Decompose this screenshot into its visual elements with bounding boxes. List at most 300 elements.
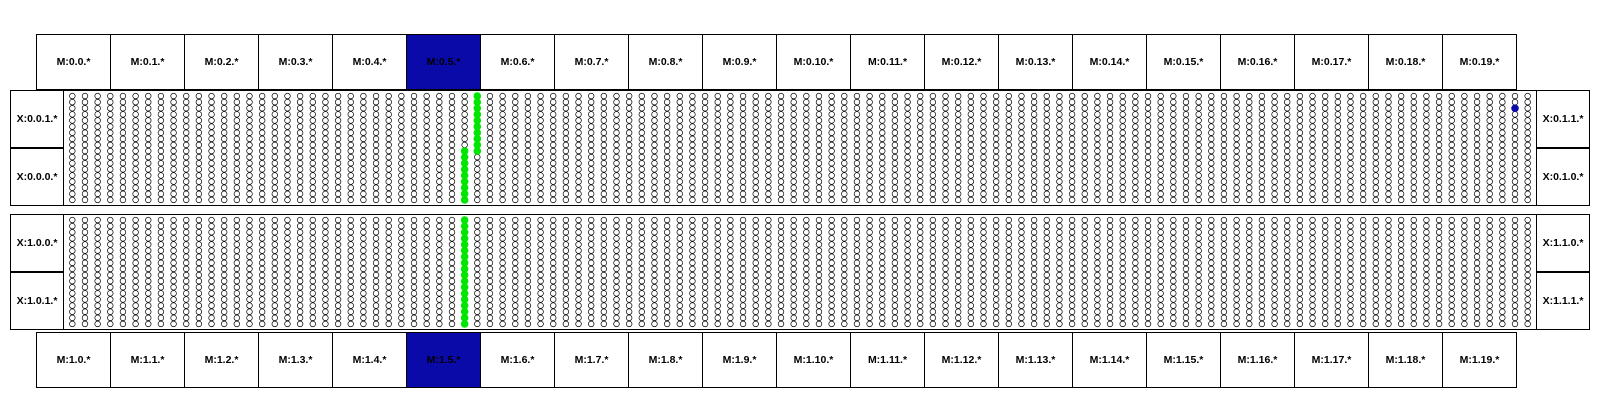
node	[1284, 242, 1290, 248]
node	[171, 136, 177, 142]
node	[474, 173, 480, 179]
node	[1145, 272, 1151, 278]
node	[209, 242, 215, 248]
node	[588, 191, 594, 197]
node	[993, 217, 999, 223]
node	[563, 124, 569, 130]
node	[917, 93, 923, 99]
node	[120, 242, 126, 248]
node	[133, 154, 139, 160]
node	[981, 185, 987, 191]
bottom-module-2[interactable]: M:1.2.*	[184, 332, 259, 388]
node	[1044, 185, 1050, 191]
node	[728, 297, 734, 303]
node	[576, 99, 582, 105]
node	[1398, 124, 1404, 130]
node	[348, 278, 354, 284]
node	[943, 284, 949, 290]
node	[576, 93, 582, 99]
node	[70, 179, 76, 185]
node	[804, 173, 810, 179]
node	[905, 130, 911, 136]
node	[399, 266, 405, 272]
node	[348, 167, 354, 173]
node	[854, 229, 860, 235]
bottom-module-18[interactable]: M:1.18.*	[1368, 332, 1443, 388]
bottom-module-8[interactable]: M:1.8.*	[628, 332, 703, 388]
node	[1145, 118, 1151, 124]
node	[892, 93, 898, 99]
node	[1386, 254, 1392, 260]
node	[512, 179, 518, 185]
node	[310, 309, 316, 315]
node	[323, 197, 329, 203]
node	[1183, 284, 1189, 290]
node	[728, 191, 734, 197]
bottom-module-10[interactable]: M:1.10.*	[776, 332, 851, 388]
node	[550, 260, 556, 266]
node	[399, 297, 405, 303]
top-module-2[interactable]: M:0.2.*	[184, 34, 259, 90]
top-module-7[interactable]: M:0.7.*	[554, 34, 629, 90]
node	[1424, 130, 1430, 136]
node	[487, 278, 493, 284]
node	[1411, 112, 1417, 118]
node	[1196, 93, 1202, 99]
node	[892, 284, 898, 290]
node	[601, 124, 607, 130]
node	[1487, 130, 1493, 136]
node	[1133, 248, 1139, 254]
node	[95, 242, 101, 248]
node	[968, 160, 974, 166]
node	[816, 236, 822, 242]
bottom-module-5[interactable]: M:1.5.*	[406, 332, 481, 388]
node	[133, 197, 139, 203]
node	[804, 254, 810, 260]
node	[917, 154, 923, 160]
node	[930, 185, 936, 191]
node	[917, 118, 923, 124]
node	[753, 236, 759, 242]
node	[753, 321, 759, 327]
top-module-17[interactable]: M:0.17.*	[1294, 34, 1369, 90]
node	[930, 297, 936, 303]
node	[550, 321, 556, 327]
top-module-1[interactable]: M:0.1.*	[110, 34, 185, 90]
route-node	[474, 147, 482, 155]
bottom-module-17[interactable]: M:1.17.*	[1294, 332, 1369, 388]
node	[1019, 142, 1025, 148]
node	[1348, 130, 1354, 136]
node	[1449, 118, 1455, 124]
node	[1348, 278, 1354, 284]
node	[968, 217, 974, 223]
node	[1031, 229, 1037, 235]
node	[1348, 167, 1354, 173]
node	[702, 272, 708, 278]
node	[525, 99, 531, 105]
bottom-module-14[interactable]: M:1.14.*	[1072, 332, 1147, 388]
node	[1386, 136, 1392, 142]
bottom-module-3[interactable]: M:1.3.*	[258, 332, 333, 388]
node	[487, 142, 493, 148]
node	[1449, 130, 1455, 136]
node	[512, 191, 518, 197]
node	[930, 118, 936, 124]
node	[1322, 179, 1328, 185]
node	[778, 154, 784, 160]
node	[183, 223, 189, 229]
node	[766, 124, 772, 130]
node	[1284, 105, 1290, 111]
node	[1006, 154, 1012, 160]
bottom-module-11[interactable]: M:1.11.*	[850, 332, 925, 388]
bottom-module-1[interactable]: M:1.1.*	[110, 332, 185, 388]
node	[917, 217, 923, 223]
node	[449, 309, 455, 315]
node	[841, 167, 847, 173]
node	[1107, 242, 1113, 248]
node	[449, 167, 455, 173]
node	[133, 309, 139, 315]
node	[335, 278, 341, 284]
node	[626, 191, 632, 197]
node	[1019, 321, 1025, 327]
bottom-module-4[interactable]: M:1.4.*	[332, 332, 407, 388]
node	[1373, 167, 1379, 173]
node	[1386, 284, 1392, 290]
node	[1373, 236, 1379, 242]
node	[816, 272, 822, 278]
node	[955, 148, 961, 154]
node	[816, 124, 822, 130]
node	[690, 105, 696, 111]
node	[1019, 254, 1025, 260]
node	[1487, 242, 1493, 248]
node	[1120, 284, 1126, 290]
node	[196, 229, 202, 235]
node	[171, 130, 177, 136]
node	[487, 303, 493, 309]
node	[1171, 236, 1177, 242]
right-label-x-1-1-0: X:1.1.0.*	[1536, 214, 1590, 272]
node	[285, 272, 291, 278]
node	[1069, 291, 1075, 297]
node	[1525, 167, 1531, 173]
bottom-module-9[interactable]: M:1.9.*	[702, 332, 777, 388]
node	[1436, 154, 1442, 160]
node	[791, 321, 797, 327]
node	[386, 99, 392, 105]
bottom-module-0[interactable]: M:1.0.*	[36, 332, 111, 388]
node	[677, 260, 683, 266]
node	[1272, 136, 1278, 142]
node	[373, 191, 379, 197]
node	[133, 130, 139, 136]
node	[449, 248, 455, 254]
top-module-13[interactable]: M:0.13.*	[998, 34, 1073, 90]
node	[917, 284, 923, 290]
node	[1107, 248, 1113, 254]
node	[728, 254, 734, 260]
top-module-3[interactable]: M:0.3.*	[258, 34, 333, 90]
top-module-14[interactable]: M:0.14.*	[1072, 34, 1147, 90]
node	[664, 321, 670, 327]
node	[1183, 173, 1189, 179]
node	[1171, 254, 1177, 260]
node	[1373, 223, 1379, 229]
node	[196, 223, 202, 229]
node	[715, 229, 721, 235]
node	[1196, 321, 1202, 327]
node	[500, 229, 506, 235]
node	[892, 248, 898, 254]
node	[550, 124, 556, 130]
node	[234, 105, 240, 111]
node	[1006, 309, 1012, 315]
node	[411, 197, 417, 203]
node	[500, 105, 506, 111]
node	[879, 223, 885, 229]
node	[576, 248, 582, 254]
node	[715, 130, 721, 136]
node	[766, 179, 772, 185]
node	[1196, 229, 1202, 235]
node	[917, 99, 923, 105]
node	[791, 130, 797, 136]
node	[120, 124, 126, 130]
node	[639, 248, 645, 254]
top-module-9[interactable]: M:0.9.*	[702, 34, 777, 90]
top-module-8[interactable]: M:0.8.*	[628, 34, 703, 90]
node	[1133, 266, 1139, 272]
node	[778, 229, 784, 235]
node	[588, 160, 594, 166]
node	[1462, 173, 1468, 179]
node	[1474, 191, 1480, 197]
node	[576, 236, 582, 242]
bottom-module-19[interactable]: M:1.19.*	[1442, 332, 1517, 388]
node	[1208, 303, 1214, 309]
node	[955, 223, 961, 229]
node	[728, 124, 734, 130]
node	[487, 124, 493, 130]
bottom-module-15[interactable]: M:1.15.*	[1146, 332, 1221, 388]
node	[829, 278, 835, 284]
node	[892, 118, 898, 124]
node	[424, 130, 430, 136]
node	[1322, 254, 1328, 260]
node	[1322, 154, 1328, 160]
node	[348, 297, 354, 303]
node	[1145, 179, 1151, 185]
node	[766, 254, 772, 260]
right-label-x-0-1-0: X:0.1.0.*	[1536, 148, 1590, 206]
node	[1525, 197, 1531, 203]
node	[740, 167, 746, 173]
node	[766, 217, 772, 223]
bottom-module-6[interactable]: M:1.6.*	[480, 332, 555, 388]
node	[209, 142, 215, 148]
top-module-19[interactable]: M:0.19.*	[1442, 34, 1517, 90]
node-grid-1	[64, 215, 1536, 329]
node	[323, 266, 329, 272]
node	[1057, 99, 1063, 105]
node	[449, 179, 455, 185]
node	[664, 118, 670, 124]
node	[841, 173, 847, 179]
node	[1044, 142, 1050, 148]
node	[1360, 130, 1366, 136]
node	[1095, 236, 1101, 242]
node	[778, 242, 784, 248]
bottom-module-16[interactable]: M:1.16.*	[1220, 332, 1295, 388]
node	[1272, 167, 1278, 173]
node	[234, 291, 240, 297]
node	[221, 248, 227, 254]
node	[652, 105, 658, 111]
node	[500, 112, 506, 118]
node	[1095, 148, 1101, 154]
node	[1398, 185, 1404, 191]
node	[550, 160, 556, 166]
node	[690, 167, 696, 173]
top-module-5[interactable]: M:0.5.*	[406, 34, 481, 90]
top-module-10[interactable]: M:0.10.*	[776, 34, 851, 90]
node	[411, 266, 417, 272]
node	[183, 236, 189, 242]
node	[247, 173, 253, 179]
bottom-module-7[interactable]: M:1.7.*	[554, 332, 629, 388]
node	[297, 223, 303, 229]
node	[538, 112, 544, 118]
top-module-0[interactable]: M:0.0.*	[36, 34, 111, 90]
node	[1246, 191, 1252, 197]
node	[626, 229, 632, 235]
node	[1335, 112, 1341, 118]
node	[158, 242, 164, 248]
node	[196, 154, 202, 160]
node	[310, 124, 316, 130]
node	[943, 309, 949, 315]
node	[1373, 160, 1379, 166]
node	[1095, 272, 1101, 278]
node	[892, 272, 898, 278]
node	[1424, 148, 1430, 154]
node	[70, 254, 76, 260]
top-module-6[interactable]: M:0.6.*	[480, 34, 555, 90]
node	[424, 99, 430, 105]
node	[1500, 148, 1506, 154]
node	[715, 278, 721, 284]
node	[816, 266, 822, 272]
node	[1246, 229, 1252, 235]
top-module-12[interactable]: M:0.12.*	[924, 34, 999, 90]
node	[1272, 142, 1278, 148]
node	[209, 154, 215, 160]
top-module-18[interactable]: M:0.18.*	[1368, 34, 1443, 90]
node	[361, 266, 367, 272]
bottom-module-13[interactable]: M:1.13.*	[998, 332, 1073, 388]
node	[1019, 229, 1025, 235]
node	[1284, 303, 1290, 309]
node	[892, 167, 898, 173]
node	[1322, 167, 1328, 173]
node	[348, 272, 354, 278]
node	[576, 242, 582, 248]
node	[259, 191, 265, 197]
node	[1208, 297, 1214, 303]
node	[297, 297, 303, 303]
node	[968, 260, 974, 266]
top-module-15[interactable]: M:0.15.*	[1146, 34, 1221, 90]
node	[1335, 173, 1341, 179]
node	[728, 118, 734, 124]
node	[1171, 248, 1177, 254]
node	[664, 167, 670, 173]
node	[500, 278, 506, 284]
node	[639, 229, 645, 235]
node	[892, 179, 898, 185]
node	[677, 93, 683, 99]
top-module-4[interactable]: M:0.4.*	[332, 34, 407, 90]
node	[82, 93, 88, 99]
node	[917, 309, 923, 315]
top-module-11[interactable]: M:0.11.*	[850, 34, 925, 90]
node	[1322, 297, 1328, 303]
node	[158, 297, 164, 303]
node	[690, 272, 696, 278]
node	[386, 148, 392, 154]
node	[474, 278, 480, 284]
node	[614, 291, 620, 297]
node	[993, 278, 999, 284]
node	[879, 185, 885, 191]
node	[1031, 278, 1037, 284]
node	[209, 321, 215, 327]
node	[728, 112, 734, 118]
node	[639, 130, 645, 136]
node	[1171, 148, 1177, 154]
node	[386, 160, 392, 166]
node	[1348, 297, 1354, 303]
node	[1373, 99, 1379, 105]
node	[1208, 167, 1214, 173]
node	[82, 130, 88, 136]
node	[867, 118, 873, 124]
node	[1322, 315, 1328, 321]
node	[183, 185, 189, 191]
node	[1234, 173, 1240, 179]
node	[386, 217, 392, 223]
node	[310, 99, 316, 105]
node	[639, 118, 645, 124]
node	[1031, 130, 1037, 136]
top-module-16[interactable]: M:0.16.*	[1220, 34, 1295, 90]
node	[715, 266, 721, 272]
node	[1069, 309, 1075, 315]
node	[145, 93, 151, 99]
node	[1297, 315, 1303, 321]
node	[183, 142, 189, 148]
bottom-module-12[interactable]: M:1.12.*	[924, 332, 999, 388]
node	[664, 173, 670, 179]
node	[841, 118, 847, 124]
node	[1246, 197, 1252, 203]
node	[1145, 278, 1151, 284]
node	[171, 148, 177, 154]
